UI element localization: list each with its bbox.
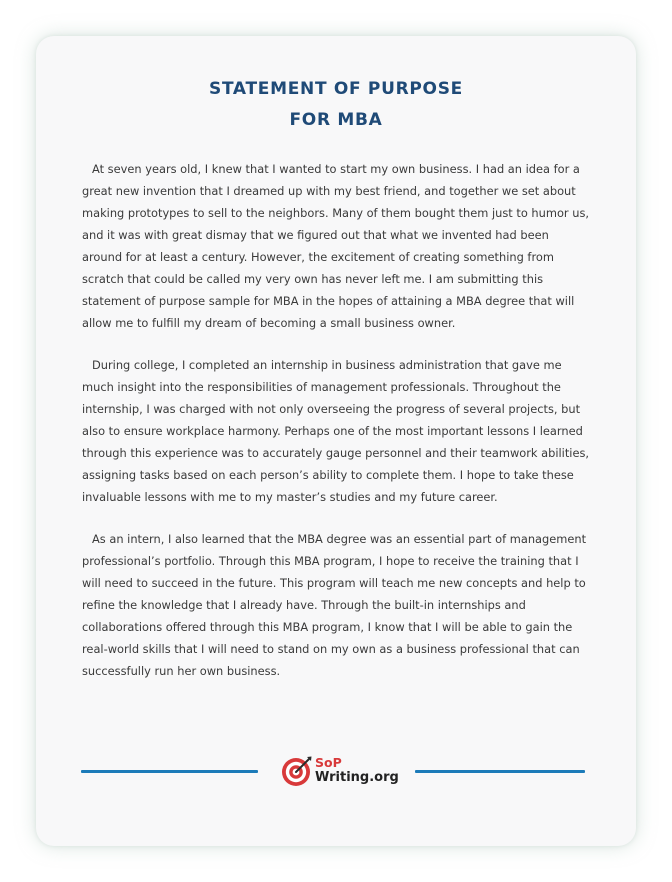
footer-rule-left xyxy=(81,770,258,773)
paragraph-1: At seven years old, I knew that I wanted to start my own business. I had an idea for a great new invention that I dreamed up with my best friend, and together we set about making prototypes to sell to the neighbors. Many of them bought them just to humor us, and it was with great dismay that we figured out that what we invented had been around for at least a century. However, the excitement of creating something from scratch that could be called my very own has never left me. I am submitting this statement of purpose sample for MBA in the hopes of attaining a MBA degree that will allow me to fulfill my dream of becoming a small business owner. xyxy=(82,162,589,330)
footer-rule-right xyxy=(415,770,585,773)
document-footer xyxy=(81,749,585,793)
title-line-1: STATEMENT OF PURPOSE xyxy=(209,79,463,99)
paragraph-3: As an intern, I also learned that the MBA degree was an essential part of management professional’s portfolio. Through this MBA program, I hope to receive the training that I will need to succeed in the future. This program will teach me new concepts and help to refine the knowledge that I already have. Through the built-in internships and collaborations offered through this MBA program, I know that I will be able to gain the real-world skills that I will need to stand on my own as a business professional that can successfully run her own business. xyxy=(82,532,587,678)
paragraph-2: During college, I completed an internship in business administration that gave me much insight into the responsibilities of management professionals. Throughout the internship, I was charged with not only overseeing the progress of several projects, but also to ensure workplace harmony. Perhaps one of the most important lessons I learned through this experience was to accurately gauge personnel and their teamwork abilities, assigning tasks based on each person’s ability to complete them. I hope to take these invaluable lessons with me to my master’s studies and my future career. xyxy=(82,358,590,504)
logo-line-site: Writing.org xyxy=(315,770,399,785)
sop-writing-logo xyxy=(281,753,401,789)
target-icon xyxy=(281,755,313,787)
title-line-2: FOR MBA xyxy=(289,110,383,130)
document-body xyxy=(82,158,592,702)
document-title xyxy=(36,74,636,136)
document-card xyxy=(36,36,636,846)
logo-text xyxy=(315,755,399,785)
logo-line-sop: SoP xyxy=(315,755,342,770)
